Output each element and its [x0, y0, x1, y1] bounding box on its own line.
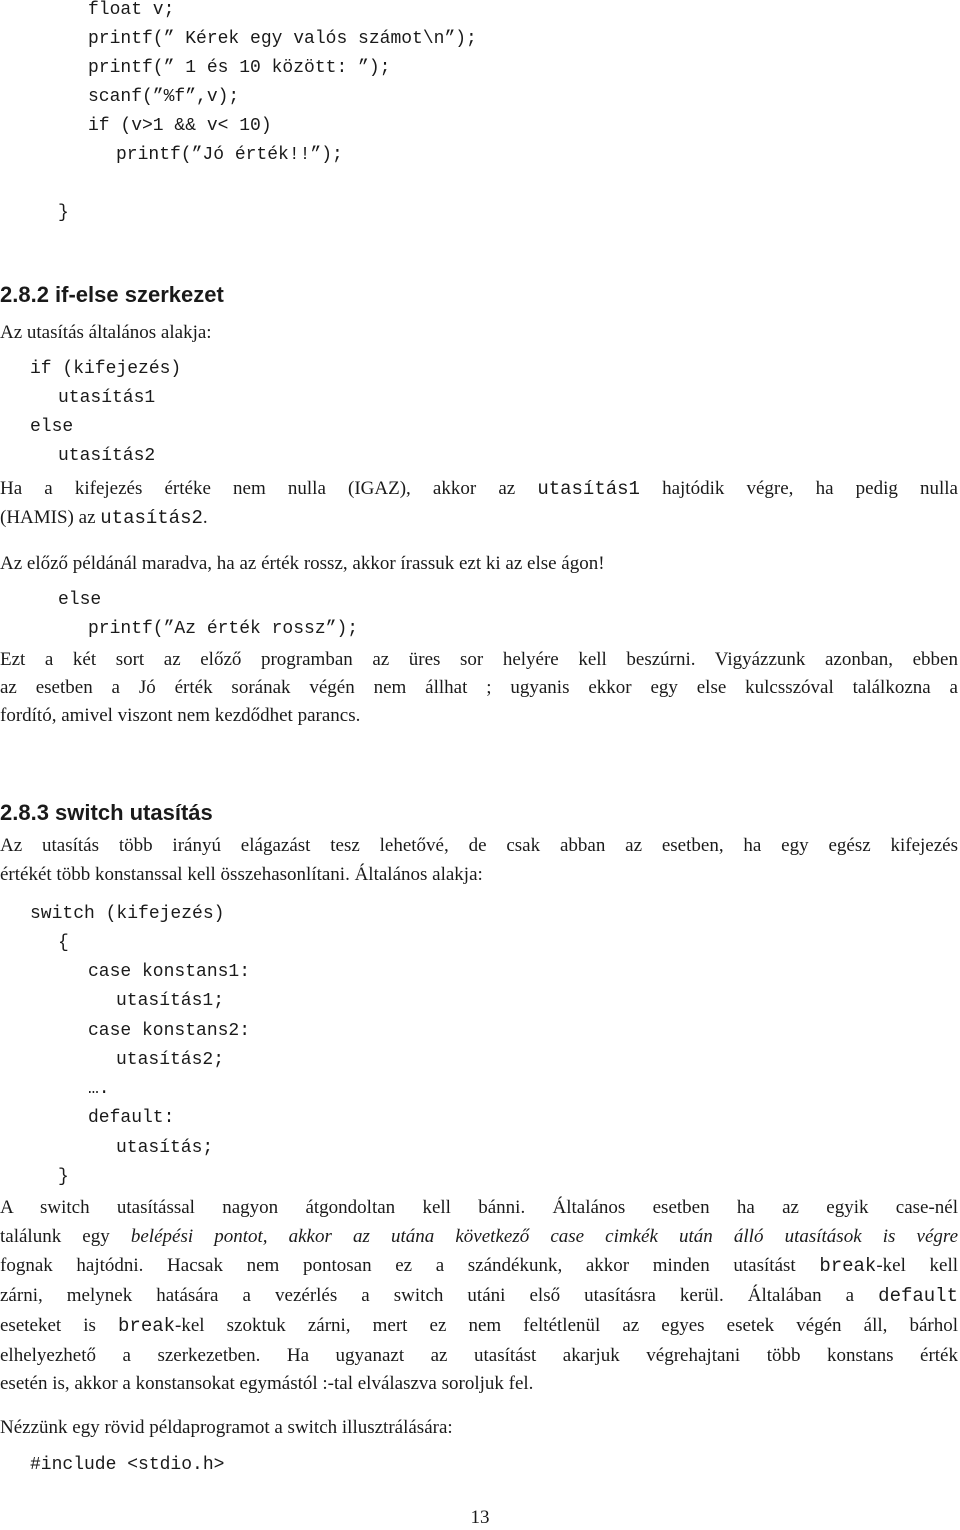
code-line: {: [58, 933, 69, 953]
code-line: #include <stdio.h>: [30, 1455, 225, 1475]
page-number: 13: [470, 1507, 490, 1528]
code-line: printf(”Jó érték!!”);: [116, 145, 343, 165]
code-line: case konstans1:: [88, 962, 251, 982]
paragraph-line: elhelyezhető a szerkezetben. Ha ugyanazt az utasítást akarjuk végrehajtani több konstans érték: [0, 1345, 958, 1366]
code-line: switch (kifejezés): [30, 904, 225, 924]
paragraph-line: fordító, amivel viszont nem kezdődhet parancs.: [0, 705, 361, 726]
paragraph-line: Az utasítás több irányú elágazást tesz lehetővé, de csak abban az esetben, ha egy egész kifejezés: [0, 835, 958, 856]
paragraph-line: eseteket is break-kel szoktuk zárni, mert ez nem feltétlenül az egyes esetek végén áll, bárhol: [0, 1315, 958, 1337]
code-line: case konstans2:: [88, 1021, 251, 1041]
code-line: printf(” Kérek egy valós számot\n”);: [88, 29, 477, 49]
code-line: }: [58, 1167, 69, 1187]
code-line: utasítás1: [58, 388, 156, 408]
code-line: if (kifejezés): [30, 359, 182, 379]
paragraph-line: értékét több konstanssal kell összehasonlítani. Általános alakja:: [0, 864, 483, 885]
code-line: printf(” 1 és 10 között: ”);: [88, 58, 391, 78]
inline-code: utasítás1: [537, 478, 640, 500]
inline-code: break: [118, 1315, 176, 1337]
paragraph-line: Ezt a két sort az előző programban az üres sor helyére kell beszúrni. Vigyázzunk azonban, ebben: [0, 649, 958, 670]
code-line: printf(”Az érték rossz”);: [88, 619, 359, 639]
paragraph-line: fognak hajtódni. Hacsak nem pontosan ez a szándékunk, akkor minden utasítást break-kel kell: [0, 1255, 958, 1277]
paragraph-line: (HAMIS) az utasítás2.: [0, 507, 208, 529]
inline-code: default: [878, 1285, 958, 1307]
paragraph-line: az esetben a Jó érték sorának végén nem állhat ; ugyanis ekkor egy else kulcsszóval találkozna a: [0, 677, 958, 698]
code-line: utasítás1;: [116, 991, 225, 1011]
code-line: scanf(”%f”,v);: [88, 87, 240, 107]
code-line: if (v>1 && v< 10): [88, 116, 272, 136]
code-line: utasítás;: [116, 1138, 214, 1158]
italic-text: belépési pontot, akkor az utána következő case cimkék után álló utasítások is végre: [130, 1226, 958, 1247]
paragraph: Az előző példánál maradva, ha az érték rossz, akkor írassuk ezt ki az else ágon!: [0, 553, 605, 574]
paragraph: Az utasítás általános alakja:: [0, 322, 212, 343]
inline-code: break: [819, 1255, 877, 1277]
paragraph-line: Ha a kifejezés értéke nem nulla (IGAZ), akkor az utasítás1 hajtódik végre, ha pedig nulla: [0, 478, 958, 500]
code-line: utasítás2;: [116, 1050, 225, 1070]
code-line: default:: [88, 1108, 175, 1128]
inline-code: utasítás2: [100, 507, 203, 529]
section-heading-if-else: 2.8.2 if-else szerkezet: [0, 282, 224, 307]
code-line: else: [58, 590, 102, 610]
code-line: utasítás2: [58, 446, 156, 466]
code-line: else: [30, 417, 74, 437]
code-line: float v;: [88, 0, 175, 20]
paragraph-line: A switch utasítással nagyon átgondoltan kell bánni. Általános esetben ha az egyik case-nél: [0, 1197, 958, 1218]
paragraph-line: esetén is, akkor a konstansokat egymástól :-tal elválaszva soroljuk fel.: [0, 1373, 534, 1394]
paragraph: Nézzünk egy rövid példaprogramot a switch illusztrálására:: [0, 1417, 453, 1438]
paragraph-line: találunk egy belépési pontot, akkor az utána következő case cimkék után álló utasítások is végre: [0, 1226, 958, 1247]
paragraph-line: zárni, melynek hatására a vezérlés a switch utáni első utasításra kerül. Általában a default: [0, 1285, 958, 1307]
code-line: ….: [88, 1079, 110, 1099]
section-heading-switch: 2.8.3 switch utasítás: [0, 800, 213, 825]
code-line: }: [58, 203, 69, 223]
